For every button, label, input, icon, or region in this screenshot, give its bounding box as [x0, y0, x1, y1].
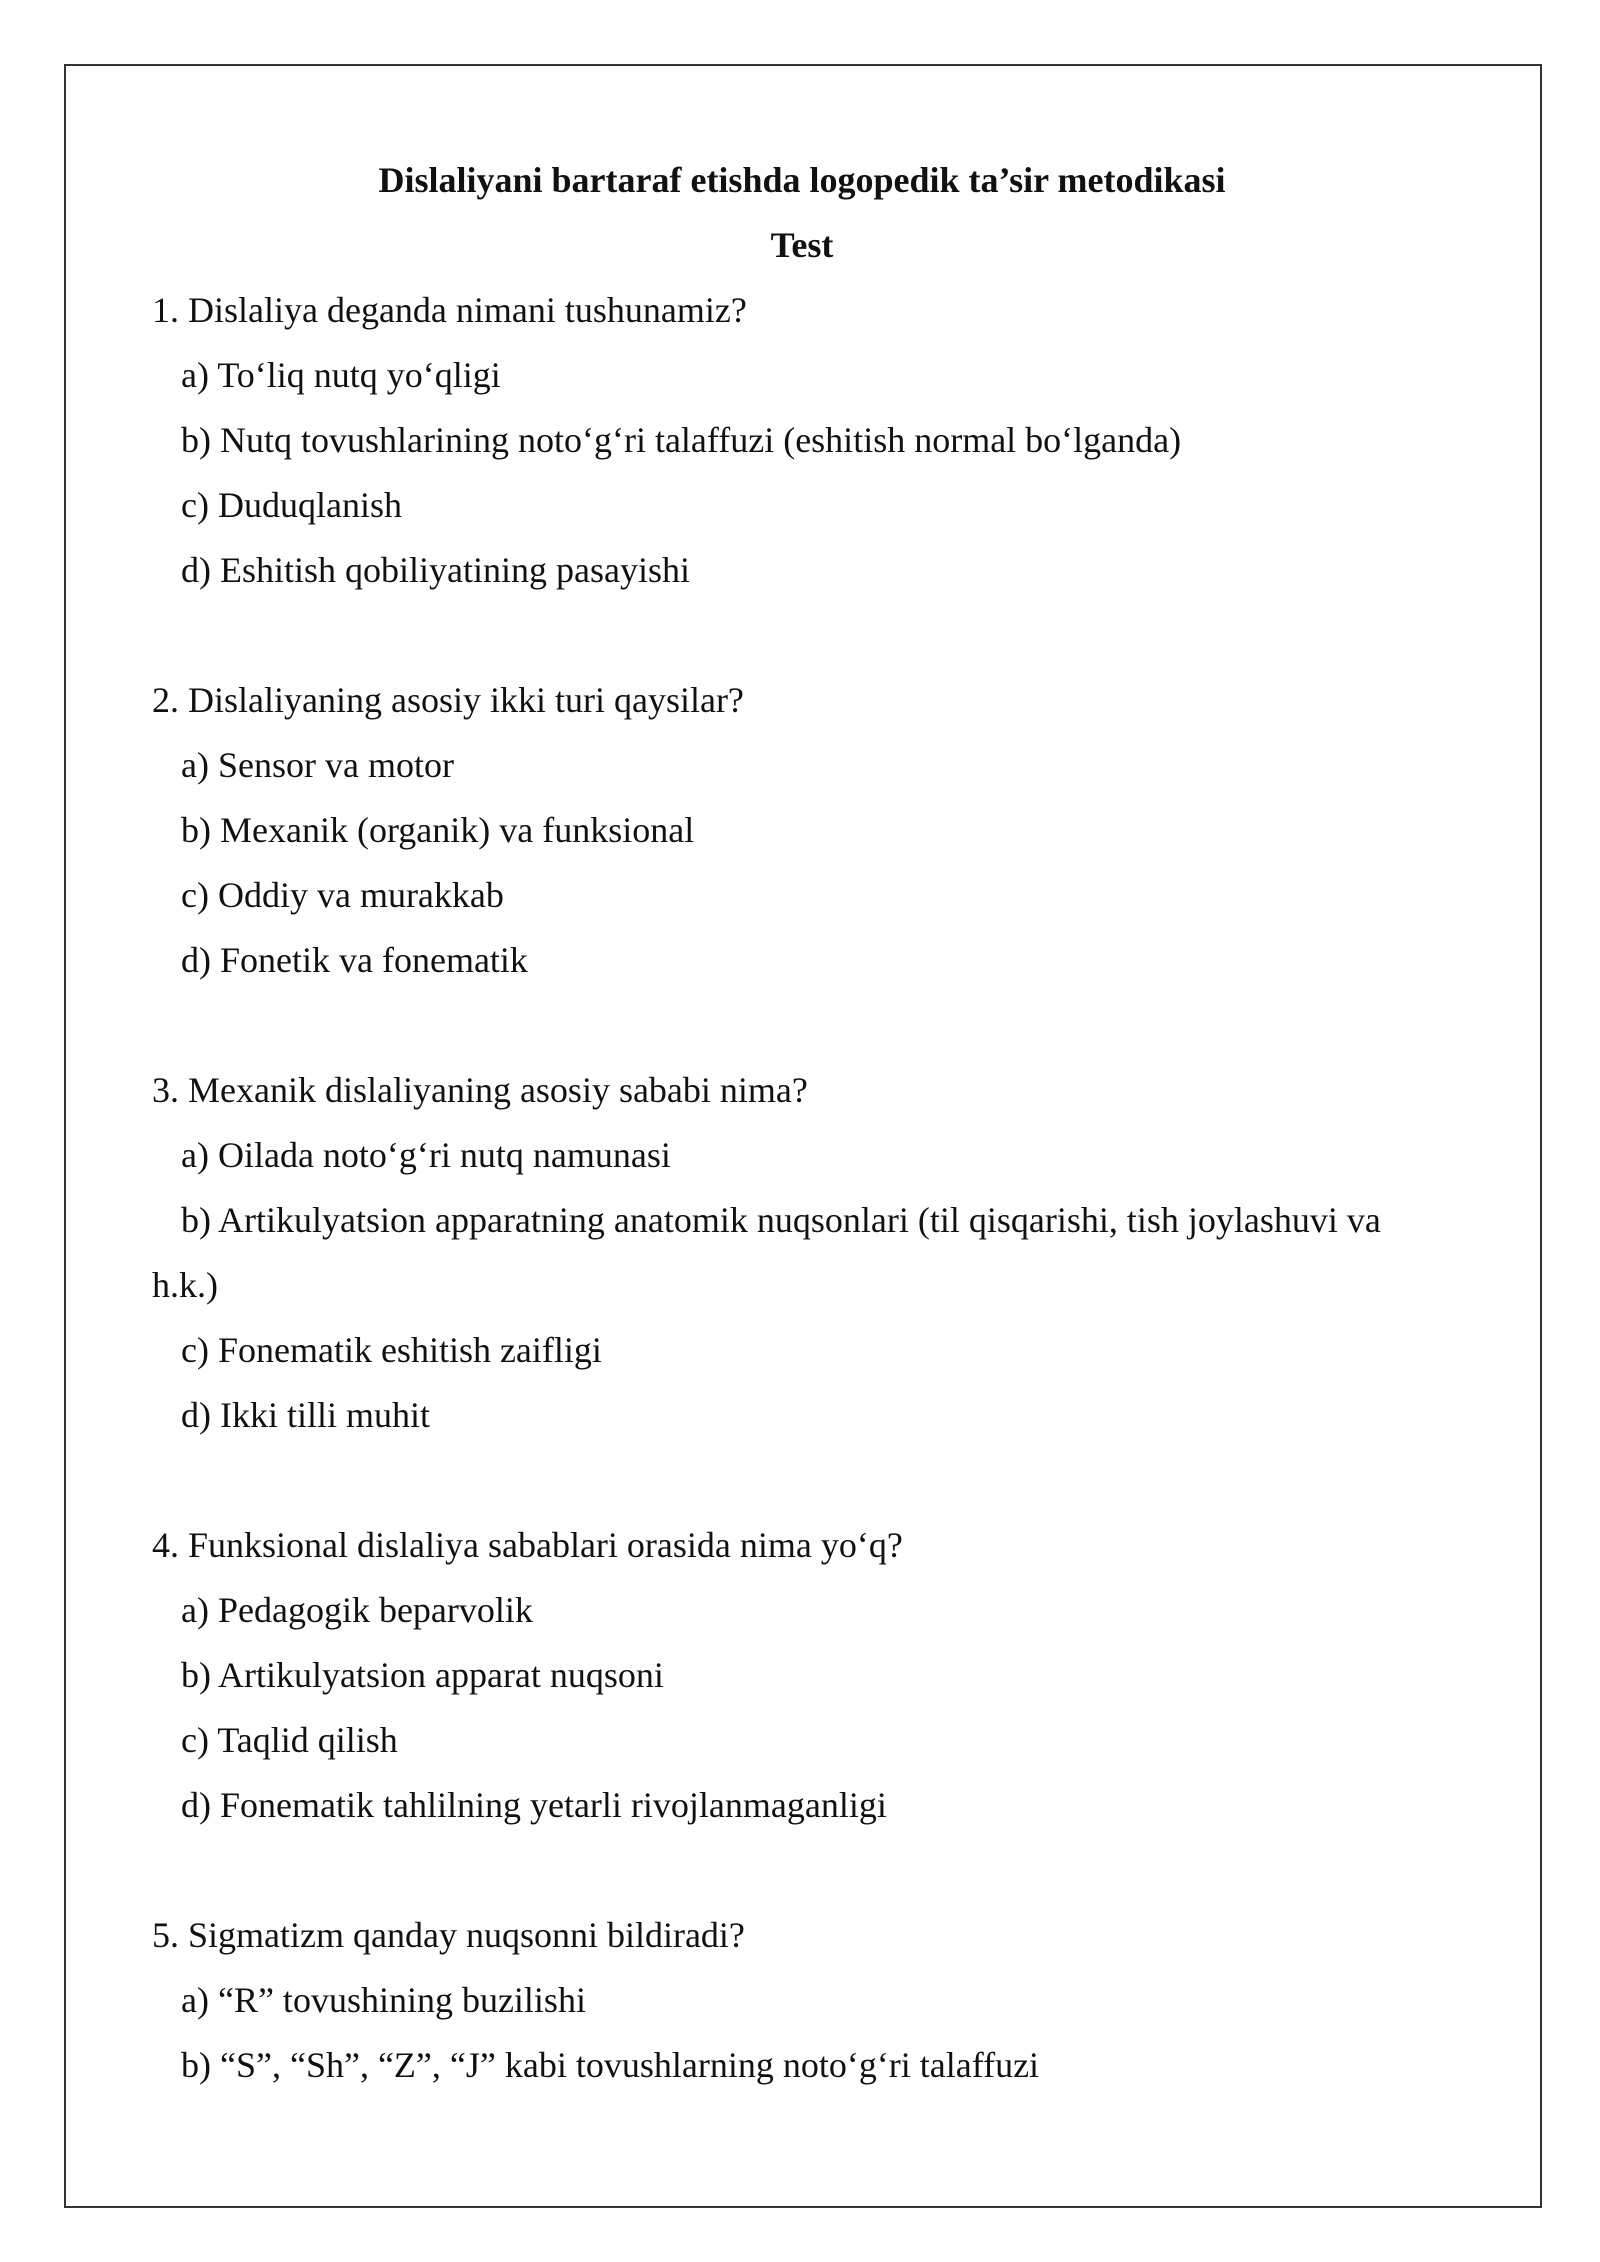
question-text: 5. Sigmatizm qanday nuqsonni bildiradi? [152, 1915, 745, 1955]
answer-option: d) Eshitish qobiliyatining pasayishi [181, 550, 690, 590]
question-text: 3. Mexanik dislaliyaning asosiy sababi nima? [152, 1070, 808, 1110]
answer-option-continuation: h.k.) [152, 1265, 218, 1305]
answer-option: a) “R” tovushining buzilishi [181, 1980, 586, 2020]
spacer [152, 603, 1452, 668]
answer-option: b) Mexanik (organik) va funksional [181, 810, 695, 850]
question-block-3 [152, 1058, 1452, 1448]
spacer [152, 993, 1452, 1058]
answer-option: a) Pedagogik beparvolik [181, 1590, 533, 1630]
answer-option: b) Artikulyatsion apparatning anatomik nuqsonlari (til qisqarishi, tish joylashuvi va [181, 1200, 1381, 1240]
answer-option: c) Duduqlanish [181, 485, 402, 525]
answer-option: d) Ikki tilli muhit [181, 1395, 430, 1435]
question-block-2 [152, 668, 1452, 993]
answer-option: d) Fonetik va fonematik [181, 940, 528, 980]
answer-option: b) Artikulyatsion apparat nuqsoni [181, 1655, 664, 1695]
answer-option: a) Sensor va motor [181, 745, 454, 785]
answer-option: b) “S”, “Sh”, “Z”, “J” kabi tovushlarning noto‘g‘ri talaffuzi [181, 2045, 1040, 2085]
question-text: 1. Dislaliya deganda nimani tushunamiz? [152, 290, 747, 330]
answer-option: a) Oilada noto‘g‘ri nutq namunasi [181, 1135, 671, 1175]
document-body [152, 148, 1452, 2098]
question-block-1 [152, 278, 1452, 603]
answer-option: c) Taqlid qilish [181, 1720, 398, 1760]
question-text: 2. Dislaliyaning asosiy ikki turi qaysilar? [152, 680, 744, 720]
answer-option: c) Fonematik eshitish zaifligi [181, 1330, 602, 1370]
answer-option: a) To‘liq nutq yo‘qligi [181, 355, 501, 395]
answer-option: c) Oddiy va murakkab [181, 875, 504, 915]
question-block-4 [152, 1513, 1452, 1838]
spacer [152, 1838, 1452, 1903]
question-text: 4. Funksional dislaliya sabablari orasida nima yo‘q? [152, 1525, 903, 1565]
spacer [152, 1448, 1452, 1513]
document-subtitle: Test [770, 225, 834, 265]
answer-option: d) Fonematik tahlilning yetarli rivojlanmaganligi [181, 1785, 887, 1825]
answer-option: b) Nutq tovushlarining noto‘g‘ri talaffuzi (eshitish normal bo‘lganda) [181, 420, 1182, 460]
document-title: Dislaliyani bartaraf etishda logopedik ta’sir metodikasi [378, 160, 1226, 200]
question-block-5 [152, 1903, 1452, 2098]
